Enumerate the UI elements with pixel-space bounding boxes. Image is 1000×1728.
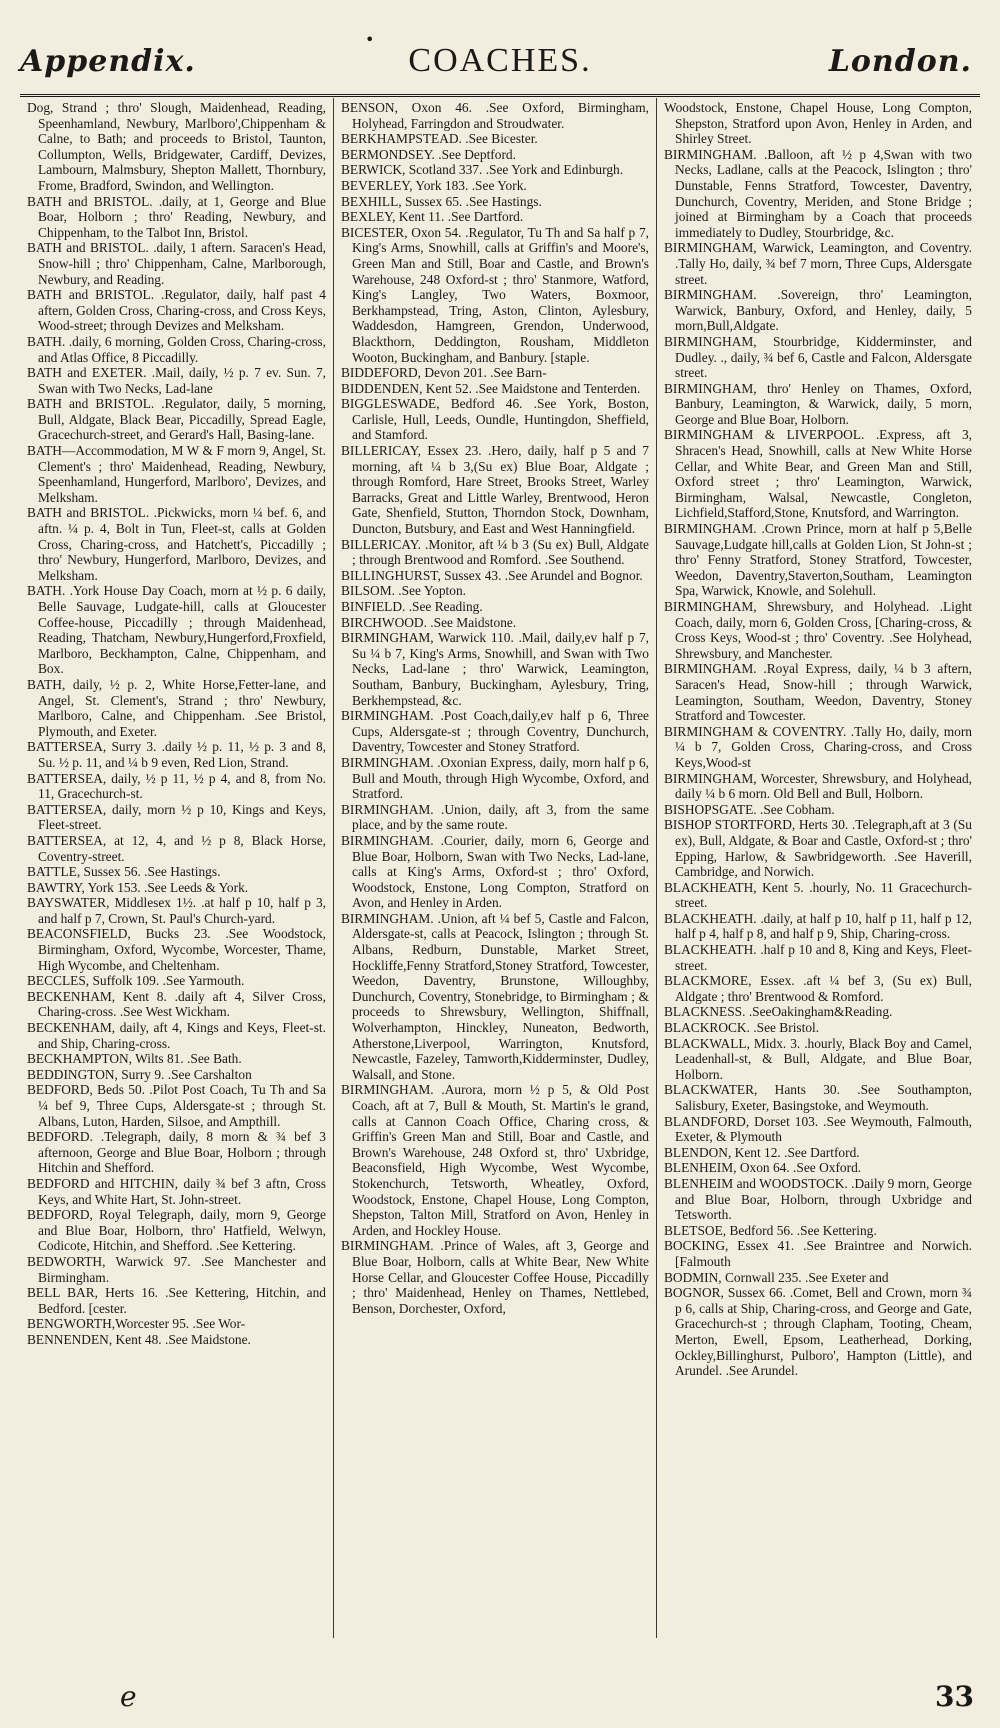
directory-entry: BATTERSEA, daily, ½ p 11, ½ p 4, and 8, from No. 11, Gracechurch-st. (27, 770, 326, 802)
directory-entry: BEDWORTH, Warwick 97. .See Manchester and Birmingham. (27, 1253, 326, 1285)
directory-entry: BODMIN, Cornwall 235. .See Exeter and (664, 1269, 889, 1285)
directory-entry: BEDFORD. .Telegraph, daily, 8 morn & ¾ bef 3 afternoon, George and Blue Boar, Holborn ; through Hitchin and Shefford. (27, 1129, 326, 1176)
directory-entry: BIRMINGHAM, Warwick, Leamington, and Coventry. .Tally Ho, daily, ¾ bef 7 morn, Three Cups, Aldersgate street. (664, 240, 972, 287)
directory-entry: BILLERICAY, Essex 23. .Hero, daily, half p 5 and 7 morning, aft ¼ b 3,(Su ex) Blue Boar, Aldgate ; through Romford, Hare Street, Brooks Street, Warley Barracks, Great and Little Warley, Brentwood, Heron Gate, Shenfield, Stutton, Thorndon Stock, Downham, Duncton, Butsbury, and East and West Hanningfield. (341, 443, 649, 537)
directory-entry: BLACKHEATH, Kent 5. .hourly, No. 11 Gracechurch-street. (664, 879, 972, 911)
directory-entry: BILLERICAY. .Monitor, aft ¼ b 3 (Su ex) Bull, Aldgate ; through Brentwood and Romford. .See Southend. (341, 536, 649, 568)
directory-entry: BIRMINGHAM. .Aurora, morn ½ p 5, & Old Post Coach, aft at 7, Bull & Mouth, St. Martin's le grand, calls at Cannon Coach Office, Charing cross, & Griffin's Green Man and Still, Boar and Castle, and Brown's Warehouse, 248 Oxford st, thro' Uxbridge, Beaconsfield, High Wycombe, West Wycombe, Stokenchurch, Tetsworth, Wheatley, Oxford, Woodstock, Enstone, Chapel House, Long Compton, Shepston, Talton Mill, Stratford on Avon, Henley in Arden, and Hockley House. (341, 1082, 649, 1238)
directory-entry: BATTERSEA, at 12, 4, and ½ p 8, Black Horse, Coventry-street. (27, 832, 326, 864)
directory-entry: BLACKHEATH. .half p 10 and 8, King and Keys, Fleet-street. (664, 942, 972, 973)
directory-entry: BLETSOE, Bedford 56. .See Kettering. (664, 1222, 877, 1238)
directory-entry: BECKENHAM, daily, aft 4, Kings and Keys, Fleet-st. and Ship, Charing-cross. (27, 1020, 326, 1051)
directory-entry: BLACKHEATH. .daily, at half p 10, half p 11, half p 12, half p 4, half p 8, and half p 9, Ship, Charing-cross. (664, 910, 972, 942)
directory-entry: BENNENDEN, Kent 48. .See Maidstone. (27, 1331, 251, 1347)
directory-entry: BLENHEIM, Oxon 64. .See Oxford. (664, 1160, 862, 1176)
directory-entry: Woodstock, Enstone, Chapel House, Long Compton, Shepston, Stratford upon Avon, Henley in Arden, and Shirley Street. (664, 100, 972, 147)
directory-entry: BLACKWATER, Hants 30. .See Southampton, Salisbury, Exeter, Basingstoke, and Weymouth. (664, 1082, 972, 1113)
directory-entry: BAYSWATER, Middlesex 1½. .at half p 10, half p 3, and half p 7, Crown, St. Paul's Church-yard. (27, 895, 326, 926)
directory-entry: BELL BAR, Herts 16. .See Kettering, Hitchin, and Bedford. [cester. (27, 1285, 326, 1316)
running-head-left: Appendix. (20, 44, 196, 79)
directory-entry: BLACKROCK. .See Bristol. (664, 1020, 820, 1036)
directory-entry: BENGWORTH,Worcester 95. .See Wor- (27, 1316, 246, 1332)
directory-entry: BIDDENDEN, Kent 52. .See Maidstone and Tenterden. (341, 380, 641, 396)
directory-entry: BIRMINGHAM. .Courier, daily, morn 6, George and Blue Boar, Holborn, Swan with Two Necks, Lad-lane, calls at King's Arms, Oxford-st ; thro' Oxford, Woodstock, Enstone, Long Compton, Stratford on Avon, and Henley in Arden. (341, 832, 649, 911)
directory-entry: BENSON, Oxon 46. .See Oxford, Birmingham, Holyhead, Farringdon and Stroudwater. (341, 100, 649, 131)
running-head-right: London. (828, 44, 972, 79)
directory-entry: BIRMINGHAM. .Royal Express, daily, ¼ b 3 aftern, Saracen's Head, Snow-hill ; through Warwick, Leamington, Southam, Weedon, Daventry, Stoney Stratford and Towcester. (664, 661, 972, 724)
directory-entry: BATTERSEA, daily, morn ½ p 10, Kings and Keys, Fleet-street. (27, 801, 326, 833)
directory-entry: BIRMINGHAM. .Union, aft ¼ bef 5, Castle and Falcon, Aldersgate-st, calls at Peacock, Islington ; through St. Albans, Redburn, Dunstable, Market Street, Hockliffe,Fenny Stratford,Stoney Stratford, Towcester, Weedon, Daventry, Brunstone, Willoughby, Dunchurch, Coventry, Stonebridge, to Birmingham ; & proceeds to Shrewsbury, Wellington, Shiffnall, Wolverhampton, Hinckley, Nuneaton, Bedworth, Atherstone,Liverpool, Warrington, Knutsford, Newcastle, Fazeley, Tamworth,Kidderminster, Dudley, Walsall, and Stone. (341, 910, 649, 1082)
directory-entry: BATH, daily, ½ p. 2, White Horse,Fetter-lane, and Angel, St. Clement's, Strand ; thro' Newbury, Marlboro, Calne, and Chippenham. .See Bristol, Plymouth, and Exeter. (27, 676, 326, 739)
directory-entry: BEVERLEY, York 183. .See York. (341, 177, 527, 193)
directory-entry: BATH and EXETER. .Mail, daily, ½ p. 7 ev. Sun. 7, Swan with Two Necks, Lad-lane (27, 365, 326, 396)
directory-entry: BIRMINGHAM. .Oxonian Express, daily, morn half p 6, Bull and Mouth, through High Wycombe, Oxford, and Stratford. (341, 754, 649, 802)
directory-entry: BIRMINGHAM, thro' Henley on Thames, Oxford, Banbury, Leamington, & Warwick, daily, 5 morn, George and Blue Boar, Holborn. (664, 380, 972, 427)
directory-entry: BATH and BRISTOL. .daily, at 1, George and Blue Boar, Holborn ; thro' Reading, Newbury, and Chippenham, to the Talbot Inn, Bristol. (27, 193, 326, 240)
directory-entry: BATH. .daily, 6 morning, Golden Cross, Charing-cross, and Atlas Office, 8 Piccadilly. (27, 333, 326, 365)
directory-entry: BEDFORD, Royal Telegraph, daily, morn 9, George and Blue Boar, Holborn, thro' Hatfield, Welwyn, Codicote, Hitchin, and Shefford. .See Kettering. (27, 1207, 326, 1254)
directory-entry: BLANDFORD, Dorset 103. .See Weymouth, Falmouth, Exeter, & Plymouth (664, 1113, 972, 1145)
directory-entry: BIGGLESWADE, Bedford 46. .See York, Boston, Carlisle, Hull, Leeds, Oundle, Huntingdon, Sheffield, and Stamford. (341, 396, 649, 443)
directory-entry: BATTERSEA, Surry 3. .daily ½ p. 11, ½ p. 3 and 8, Su. ½ p. 11, and ¼ b 9 even, Red Lion, Strand. (27, 739, 326, 770)
directory-entry: BECKHAMPTON, Wilts 81. .See Bath. (27, 1051, 242, 1067)
directory-entry: BLACKMORE, Essex. .aft ¼ bef 3, (Su ex) Bull, Aldgate ; thro' Brentwood & Romford. (664, 973, 972, 1004)
directory-entry: BERKHAMPSTEAD. .See Bicester. (341, 131, 538, 147)
directory-entry: BICESTER, Oxon 54. .Regulator, Tu Th and Sa half p 7, King's Arms, Snowhill, calls at Griffin's and Moore's, Green Man and Still, Boar and Castle, and Brown's Warehouse, 248 Oxford-st ; thro' Stanmore, Watford, King's Langley, Two Waters, Boxmoor, Berkhampstead, Tring, Aston, Clinton, Aylesbury, Waddesdon, Hamgreen, Grendon, Underwood, Blackthorn, Deddington, Rousham, Middleton Wooton, Buckingham, and Banbury. [staple. (341, 224, 649, 365)
directory-entry: BISHOPSGATE. .See Cobham. (664, 801, 835, 817)
directory-entry: BIRMINGHAM. .Crown Prince, morn at half p 5,Belle Sauvage,Ludgate hill,calls at Golden Lion, St John-st ; thro' Fenny Stratford, Stoney Stratford, Towcester, Weedon, Daventry,Staverton,Southam, Leamington Spa, Warwick, Knowle, and Solehull. (664, 521, 972, 599)
directory-entry: BERMONDSEY. .See Deptford. (341, 146, 516, 162)
directory-entry: BEDFORD and HITCHIN, daily ¾ bef 3 aftn, Cross Keys, and White Hart, St. John-street. (27, 1175, 326, 1207)
page-header (20, 30, 980, 88)
directory-entry: BIRMINGHAM, Warwick 110. .Mail, daily,ev half p 7, Su ¼ b 7, King's Arms, Snowhill, and Swan with Two Necks, Lad-lane ; thro' Warwick, Leamington, Southam, Banbury, Buckingham, Aylesbury, Tring, Berkhempstead, &c. (341, 630, 649, 708)
running-head-title: COACHES. (408, 42, 592, 79)
directory-entry: BECKENHAM, Kent 8. .daily aft 4, Silver Cross, Charing-cross. .See West Wickham. (27, 988, 326, 1020)
directory-entry: BATH and BRISTOL. .Regulator, daily, half past 4 aftern, Golden Cross, Charing-cross, and Cross Keys, Wood-street; through Devizes and Melksham. (27, 287, 326, 334)
directory-entry: BOGNOR, Sussex 66. .Comet, Bell and Crown, morn ¾ p 6, calls at Ship, Charing-cross, and George and Gate, Gracechurch-st ; through Clapham, Tooting, Cheam, Merton, Ewell, Epsom, Leatherhead, Dorking, Ockley,Billinghurst, Pulboro', Hampton (Little), and Arundel. .See Arundel. (664, 1285, 972, 1379)
directory-entry: BIRMINGHAM. .Balloon, aft ½ p 4,Swan with two Necks, Ladlane, calls at the Peacock, Islington ; thro' Dunstable, Fenns Stratford, Towcester, Daventry, Dunchurch, Coventry, Meriden, and Stone Bridge ; joined at Birmingham by a Coach that proceeds immediately to Dudley, Stourbridge, &c. (664, 146, 972, 240)
signature-mark: e (120, 1680, 137, 1713)
header-rule (20, 94, 980, 97)
directory-entry: BAWTRY, York 153. .See Leeds & York. (27, 879, 249, 895)
directory-entry: BIRMINGHAM & LIVERPOOL. .Express, aft 3, Shracen's Head, Snowhill, calls at New White Horse Cellar, and White Bear, and Green Man and Still, Oxford street ; thro' Leamington, Warwick, Birmingham, Walsal, Newcastle, Congleton, Lichfield,Stafford,Stone, Knutsford, and Warrington. (664, 427, 972, 521)
directory-entry: Dog, Strand ; thro' Slough, Maidenhead, Reading, Speenhamland, Newbury, Marlboro',Chippenham & Calne, to Bath; and proceeds to Bristol, Taunton, Collumpton, Wells, Bridgewater, Cardiff, Devizes, Lambourn, Malmsbury, Shepton Mallett, Thornbury, Frome, Bradford, Swindon, and Wellington. (27, 100, 326, 193)
directory-entry: BISHOP STORTFORD, Herts 30. .Telegraph,aft at 3 (Su ex), Bull, Aldgate, & Boar and Castle, Oxford-st ; thro' Epping, Harlow, & Sawbridgeworth. .See Haverill, Cambridge, and Norwich. (664, 817, 972, 880)
text-columns (20, 98, 980, 1638)
directory-entry: BIRMINGHAM, Worcester, Shrewsbury, and Holyhead, daily ¼ b 6 morn. Old Bell and Bull, Holborn. (664, 770, 972, 802)
directory-entry: BLENDON, Kent 12. .See Dartford. (664, 1144, 860, 1160)
directory-entry: BATH and BRISTOL. .daily, 1 aftern. Saracen's Head, Snow-hill ; thro' Chippenham, Calne, Marlborough, Newbury, and Reading. (27, 240, 326, 287)
directory-entry: BLENHEIM and WOODSTOCK. .Daily 9 morn, George and Blue Boar, Holborn, through Uxbridge and Tetsworth. (664, 1175, 972, 1223)
directory-entry: BECCLES, Suffolk 109. .See Yarmouth. (27, 973, 245, 989)
directory-entry: BATH. .York House Day Coach, morn at ½ p. 6 daily, Belle Sauvage, Ludgate-hill, calls at Gloucester Coffee-house, Piccadilly ; through Maidenhead, Reading, Thatcham, Newbury,Hungerford,Froxfield, Marlboro, Beckhampton, Calne, Chippenham, and Box. (27, 583, 326, 677)
directory-entry: BILSOM. .See Yopton. (341, 583, 466, 599)
directory-entry: BILLINGHURST, Sussex 43. .See Arundel and Bognor. (341, 567, 643, 583)
print-mark: • (365, 30, 375, 49)
directory-entry: BATH—Accommodation, M W & F morn 9, Angel, St. Clement's ; thro' Maidenhead, Reading, Newbury, Speenhamland, Hungerford, Marlboro', Devizes, and Melksham. (27, 443, 326, 505)
directory-entry: BIRMINGHAM & COVENTRY. .Tally Ho, daily, morn ¼ b 7, Golden Cross, Charing-cross, and Cross Keys,Wood-st (664, 723, 972, 770)
directory-entry: BIRMINGHAM. .Sovereign, thro' Leamington, Warwick, Banbury, Oxford, and Henley, daily, 5 morn,Bull,Aldgate. (664, 287, 972, 334)
page-number: 33 (935, 1680, 974, 1713)
directory-entry: BERWICK, Scotland 337. .See York and Edinburgh. (341, 162, 624, 178)
directory-entry: BINFIELD. .See Reading. (341, 599, 483, 614)
directory-entry: BIRMINGHAM. .Union, daily, aft 3, from the same place, and by the same route. (341, 801, 649, 833)
directory-entry: BLACKWALL, Midx. 3. .hourly, Black Boy and Camel, Leadenhall-st, & Bull, Aldgate, and Blue Boar, Holborn. (664, 1035, 972, 1082)
directory-entry: BEACONSFIELD, Bucks 23. .See Woodstock, Birmingham, Oxford, Wycombe, Worcester, Thame, High Wycombe, and Cheltenham. (27, 926, 326, 973)
column-2 (333, 98, 656, 1638)
directory-entry: BEXHILL, Sussex 65. .See Hastings. (341, 193, 542, 209)
directory-entry: BLACKNESS. .SeeOakingham&Reading. (664, 1004, 893, 1020)
directory-entry: BATTLE, Sussex 56. .See Hastings. (27, 864, 221, 880)
directory-entry: BIRMINGHAM. .Prince of Wales, aft 3, George and Blue Boar, Holborn, calls at White Bear, New White Horse Cellar, and Gloucester Coffee House, Piccadilly ; thro' Maidenhead, Henley on Thames, Nettlebed, Benson, Dorchester, Oxford, (341, 1238, 649, 1316)
directory-entry: BEXLEY, Kent 11. .See Dartford. (341, 209, 524, 225)
directory-entry: BIRMINGHAM. .Post Coach,daily,ev half p 6, Three Cups, Aldersgate-st ; through Coventry, Dunchurch, Daventry, Towcester and Stoney Stratford. (341, 708, 649, 755)
column-3 (656, 98, 979, 1638)
directory-entry: BIRMINGHAM, Shrewsbury, and Holyhead. .Light Coach, daily, morn 6, Golden Cross, [Charing-cross, & Cross Keys, Wood-st ; thro' Coventry. .See Holyhead, Shrewsbury, and Manchester. (664, 599, 972, 661)
directory-entry: BIDDEFORD, Devon 201. .See Barn- (341, 365, 547, 381)
column-1 (20, 98, 333, 1638)
directory-entry: BIRMINGHAM, Stourbridge, Kidderminster, and Dudley. ., daily, ¾ bef 6, Castle and Falcon, Aldersgate street. (664, 333, 972, 381)
directory-entry: BEDFORD, Beds 50. .Pilot Post Coach, Tu Th and Sa ¼ bef 9, Three Cups, Aldersgate-st ; through St. Albans, Luton, Harden, Silsoe, and Ampthill. (27, 1082, 326, 1129)
directory-entry: BATH and BRISTOL. .Pickwicks, morn ¼ bef. 6, and aftn. ¼ p. 4, Bolt in Tun, Fleet-st, calls at Golden Cross, Charing-cross, and Hatchett's, Piccadilly ; thro' Newbury, Hungerford, Marlboro, Devizes, and Melksham. (27, 505, 326, 583)
page-footer (20, 1680, 980, 1720)
directory-entry: BEDDINGTON, Surry 9. .See Carshalton (27, 1066, 252, 1082)
directory-entry: BATH and BRISTOL. .Regulator, daily, 5 morning, Bull, Aldgate, Black Bear, Piccadilly, Spread Eagle, Gracechurch-street, and Gerard's Hall, Basing-lane. (27, 396, 326, 443)
directory-entry: BOCKING, Essex 41. .See Braintree and Norwich. [Falmouth (664, 1238, 972, 1269)
directory-entry: BIRCHWOOD. .See Maidstone. (341, 614, 517, 630)
